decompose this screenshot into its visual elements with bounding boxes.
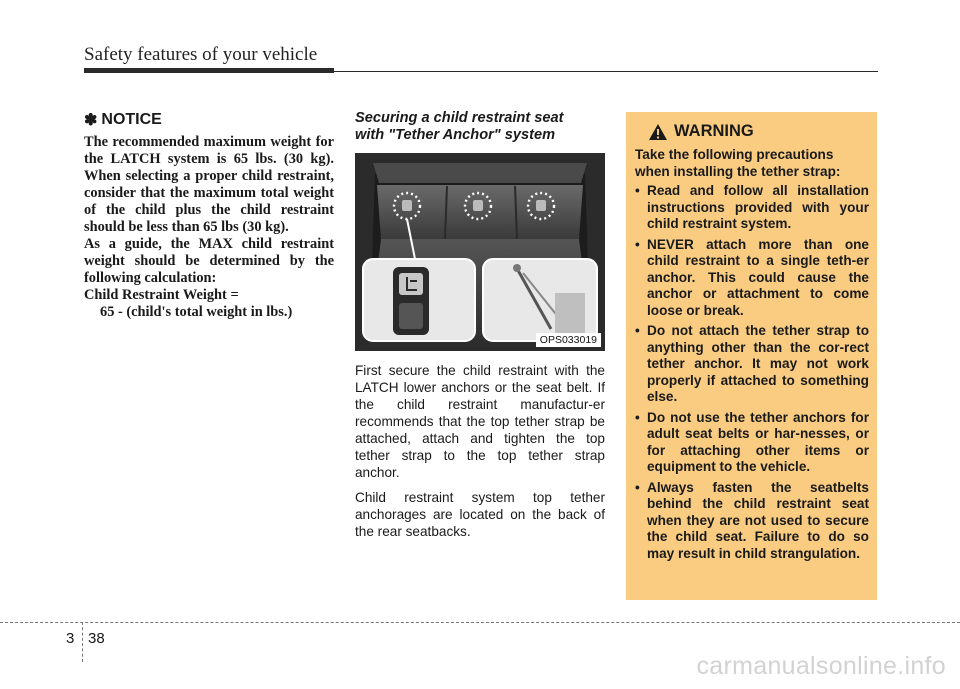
bullet-icon: • bbox=[635, 323, 640, 338]
asterisk-icon: ✽ bbox=[84, 112, 98, 129]
page-header-title: Safety features of your vehicle bbox=[84, 44, 318, 65]
bullet-icon: • bbox=[635, 409, 640, 425]
warning-item bbox=[635, 480, 869, 563]
warning-intro: Take the following precautions when installing the tether strap: bbox=[635, 147, 841, 179]
warning-item bbox=[635, 323, 869, 406]
section-title-line: with "Tether Anchor" system bbox=[355, 127, 556, 143]
notice-heading bbox=[84, 110, 334, 130]
page-number: 38 bbox=[88, 630, 105, 647]
section-paragraph: Child restraint system top tether anchorages are located on the back of the rear seatbacks. bbox=[355, 490, 605, 539]
notice-paragraph: The recommended maximum weight for the LATCH system is 65 lbs. (30 kg). When selecting a proper child restraint, consider that the maximum total weight of the child plus the child restraint should be less than 65 lbs (30 kg). bbox=[84, 134, 334, 235]
figure-caption: OPS033019 bbox=[536, 333, 601, 347]
warning-box bbox=[626, 112, 877, 600]
cargo-area-illustration bbox=[355, 153, 605, 351]
bullet-icon: • bbox=[635, 183, 640, 198]
warning-item bbox=[635, 237, 869, 320]
warning-header bbox=[648, 122, 869, 141]
watermark-text: carmanualsonline.info bbox=[696, 652, 946, 680]
chapter-number: 3 bbox=[66, 630, 75, 647]
bullet-icon: • bbox=[635, 236, 640, 252]
tether-anchor-section bbox=[355, 110, 605, 540]
header-rule bbox=[84, 71, 878, 72]
notice-formula-label: Child Restraint Weight = bbox=[84, 287, 239, 303]
notice-paragraph: As a guide, the MAX child restraint weight should be determined by the following calculation: bbox=[84, 236, 334, 286]
warning-item-text: Read and follow all installation instructions provided with your child restraint system. bbox=[647, 183, 869, 231]
warning-triangle-icon bbox=[648, 123, 668, 141]
section-title-line: Securing a child restraint seat bbox=[355, 110, 564, 126]
warning-item-text: Always fasten the seatbelts behind the child restraint seat when they are not used to secure the child seat. Failure to do so may result in child strangulation. bbox=[647, 479, 869, 561]
bullet-icon: • bbox=[635, 479, 640, 495]
notice-body bbox=[84, 134, 334, 321]
warning-item-text: Do not attach the tether strap to anything other than the cor-rect tether anchor. It may not work properly if attached to something else. bbox=[647, 323, 869, 404]
section-paragraph: First secure the child restraint with the LATCH lower anchors or the seat belt. If the child restraint manufactur-er recommends that the top tether strap be attached, attach and tighten the top tether strap to the top tether strap anchor. bbox=[355, 363, 605, 480]
warning-item bbox=[635, 183, 869, 233]
tether-anchor-figure bbox=[355, 153, 605, 351]
warning-list bbox=[635, 183, 869, 562]
footer-rule bbox=[0, 622, 960, 623]
warning-heading: WARNING bbox=[674, 122, 754, 140]
section-title bbox=[355, 110, 605, 144]
warning-item-text: Do not use the tether anchors for adult seat belts or har-nesses, or for attaching other items or equipment to the vehicle. bbox=[647, 409, 869, 474]
notice-formula-value: 65 - (child's total weight in lbs.) bbox=[100, 304, 293, 320]
warning-item-text: NEVER attach more than one child restraint to a single teth-er anchor. This could cause the anchor or attachment to come loose or break. bbox=[647, 236, 869, 318]
warning-item bbox=[635, 410, 869, 476]
notice-heading-label: NOTICE bbox=[101, 111, 162, 128]
notice-section bbox=[84, 110, 334, 321]
page-number-divider bbox=[82, 622, 83, 662]
